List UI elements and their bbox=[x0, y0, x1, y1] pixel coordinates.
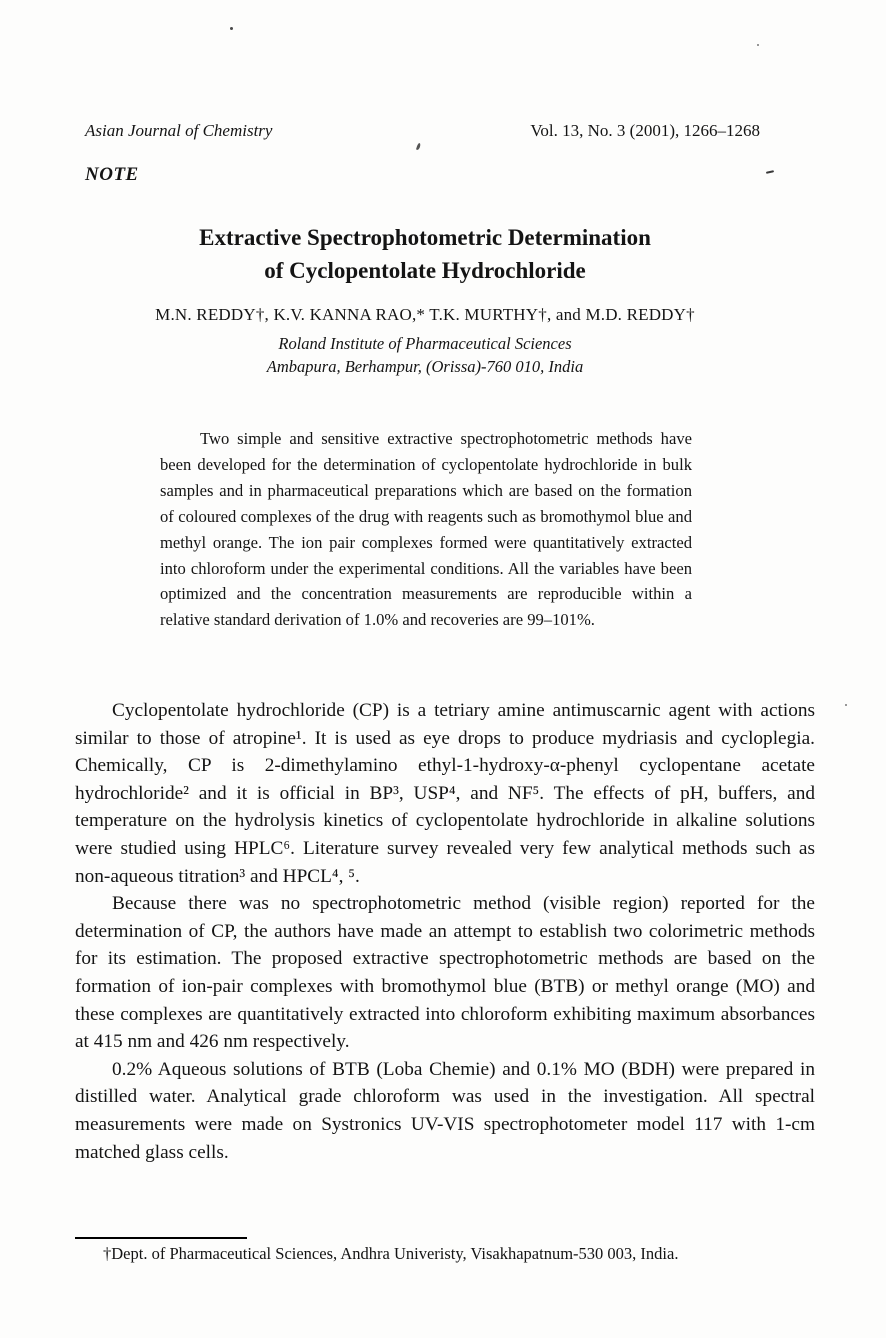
affiliation-institute: Roland Institute of Pharmaceutical Sciences bbox=[278, 334, 572, 353]
journal-name: Asian Journal of Chemistry bbox=[85, 121, 273, 140]
scan-speck bbox=[416, 143, 421, 151]
note-section-label: NOTE bbox=[85, 164, 139, 185]
scan-speck bbox=[766, 170, 774, 174]
affiliation bbox=[75, 333, 775, 378]
article-title bbox=[75, 221, 775, 287]
body-paragraph-2: Because there was no spectrophotometric method (visible region) reported for the determination of CP, the authors have made an attempt to establish two colorimetric methods for its estimation. The proposed extractive spectrophotometric methods are based on the formation of ion-pair complexes with bromothymol blue (BTB) or methyl orange (MO) and these complexes are quantitatively extracted into chloroform exhibiting maximum absorbances at 415 nm and 426 nm respectively. bbox=[75, 893, 815, 1053]
article-body bbox=[75, 697, 815, 1166]
body-paragraph-3: 0.2% Aqueous solutions of BTB (Loba Chemie) and 0.1% MO (BDH) were prepared in distilled water. Analytical grade chloroform was used in the investigation. All spectral measurements were made on Systronics UV-VIS spectrophotometer model 117 with 1-cm matched glass cells. bbox=[75, 1058, 815, 1163]
scan-speck bbox=[845, 704, 847, 706]
scan-speck bbox=[230, 27, 233, 30]
affiliation-address: Ambapura, Berhampur, (Orissa)-760 010, India bbox=[266, 356, 584, 376]
article-title-line2: of Cyclopentolate Hydrochloride bbox=[264, 258, 586, 283]
body-paragraph-1: Cyclopentolate hydrochloride (CP) is a tetriary amine antimuscarnic agent with actions similar to those of atropine¹. It is used as eye drops to produce mydriasis and cycloplegia. Chemically, CP is 2-dimethylamino ethyl-1-hydroxy-α-phenyl cyclopentane acetate hydrochloride² and it is official in BP³, USP⁴, and NF⁵. The effects of pH, buffers, and temperature on the hydrolysis kinetics of cyclopentolate hydrochloride in alkaline solutions were studied using HPLC⁶. Literature survey revealed very few analytical methods such as non-aqueous titration³ and HPCL⁴, ⁵. bbox=[75, 700, 815, 887]
volume-issue-pages: Vol. 13, No. 3 (2001), 1266–1268 bbox=[530, 121, 760, 140]
authors-line: M.N. REDDY†, K.V. KANNA RAO,* T.K. MURTHY†, and M.D. REDDY† bbox=[155, 305, 695, 324]
article-title-line1: Extractive Spectrophotometric Determination bbox=[199, 225, 651, 250]
abstract-paragraph: Two simple and sensitive extractive spectrophotometric methods have been developed for the determination of cyclopentolate hydrochloride in bulk samples and in pharmaceutical preparations which are based on the formation of coloured complexes of the drug with reagents such as bromothymol blue and methyl orange. The ion pair complexes formed were quantitatively extracted into chloroform under the experimental conditions. All the variables have been optimized and the concentration measurements are reproducible within a relative standard derivation of 1.0% and recoveries are 99–101%. bbox=[160, 429, 692, 630]
footnote-divider bbox=[75, 1237, 247, 1239]
footnote: †Dept. of Pharmaceutical Sciences, Andhra Univeristy, Visakhapatnum-530 003, India. bbox=[103, 1244, 679, 1263]
page-header bbox=[85, 121, 760, 141]
scan-speck bbox=[757, 44, 759, 46]
